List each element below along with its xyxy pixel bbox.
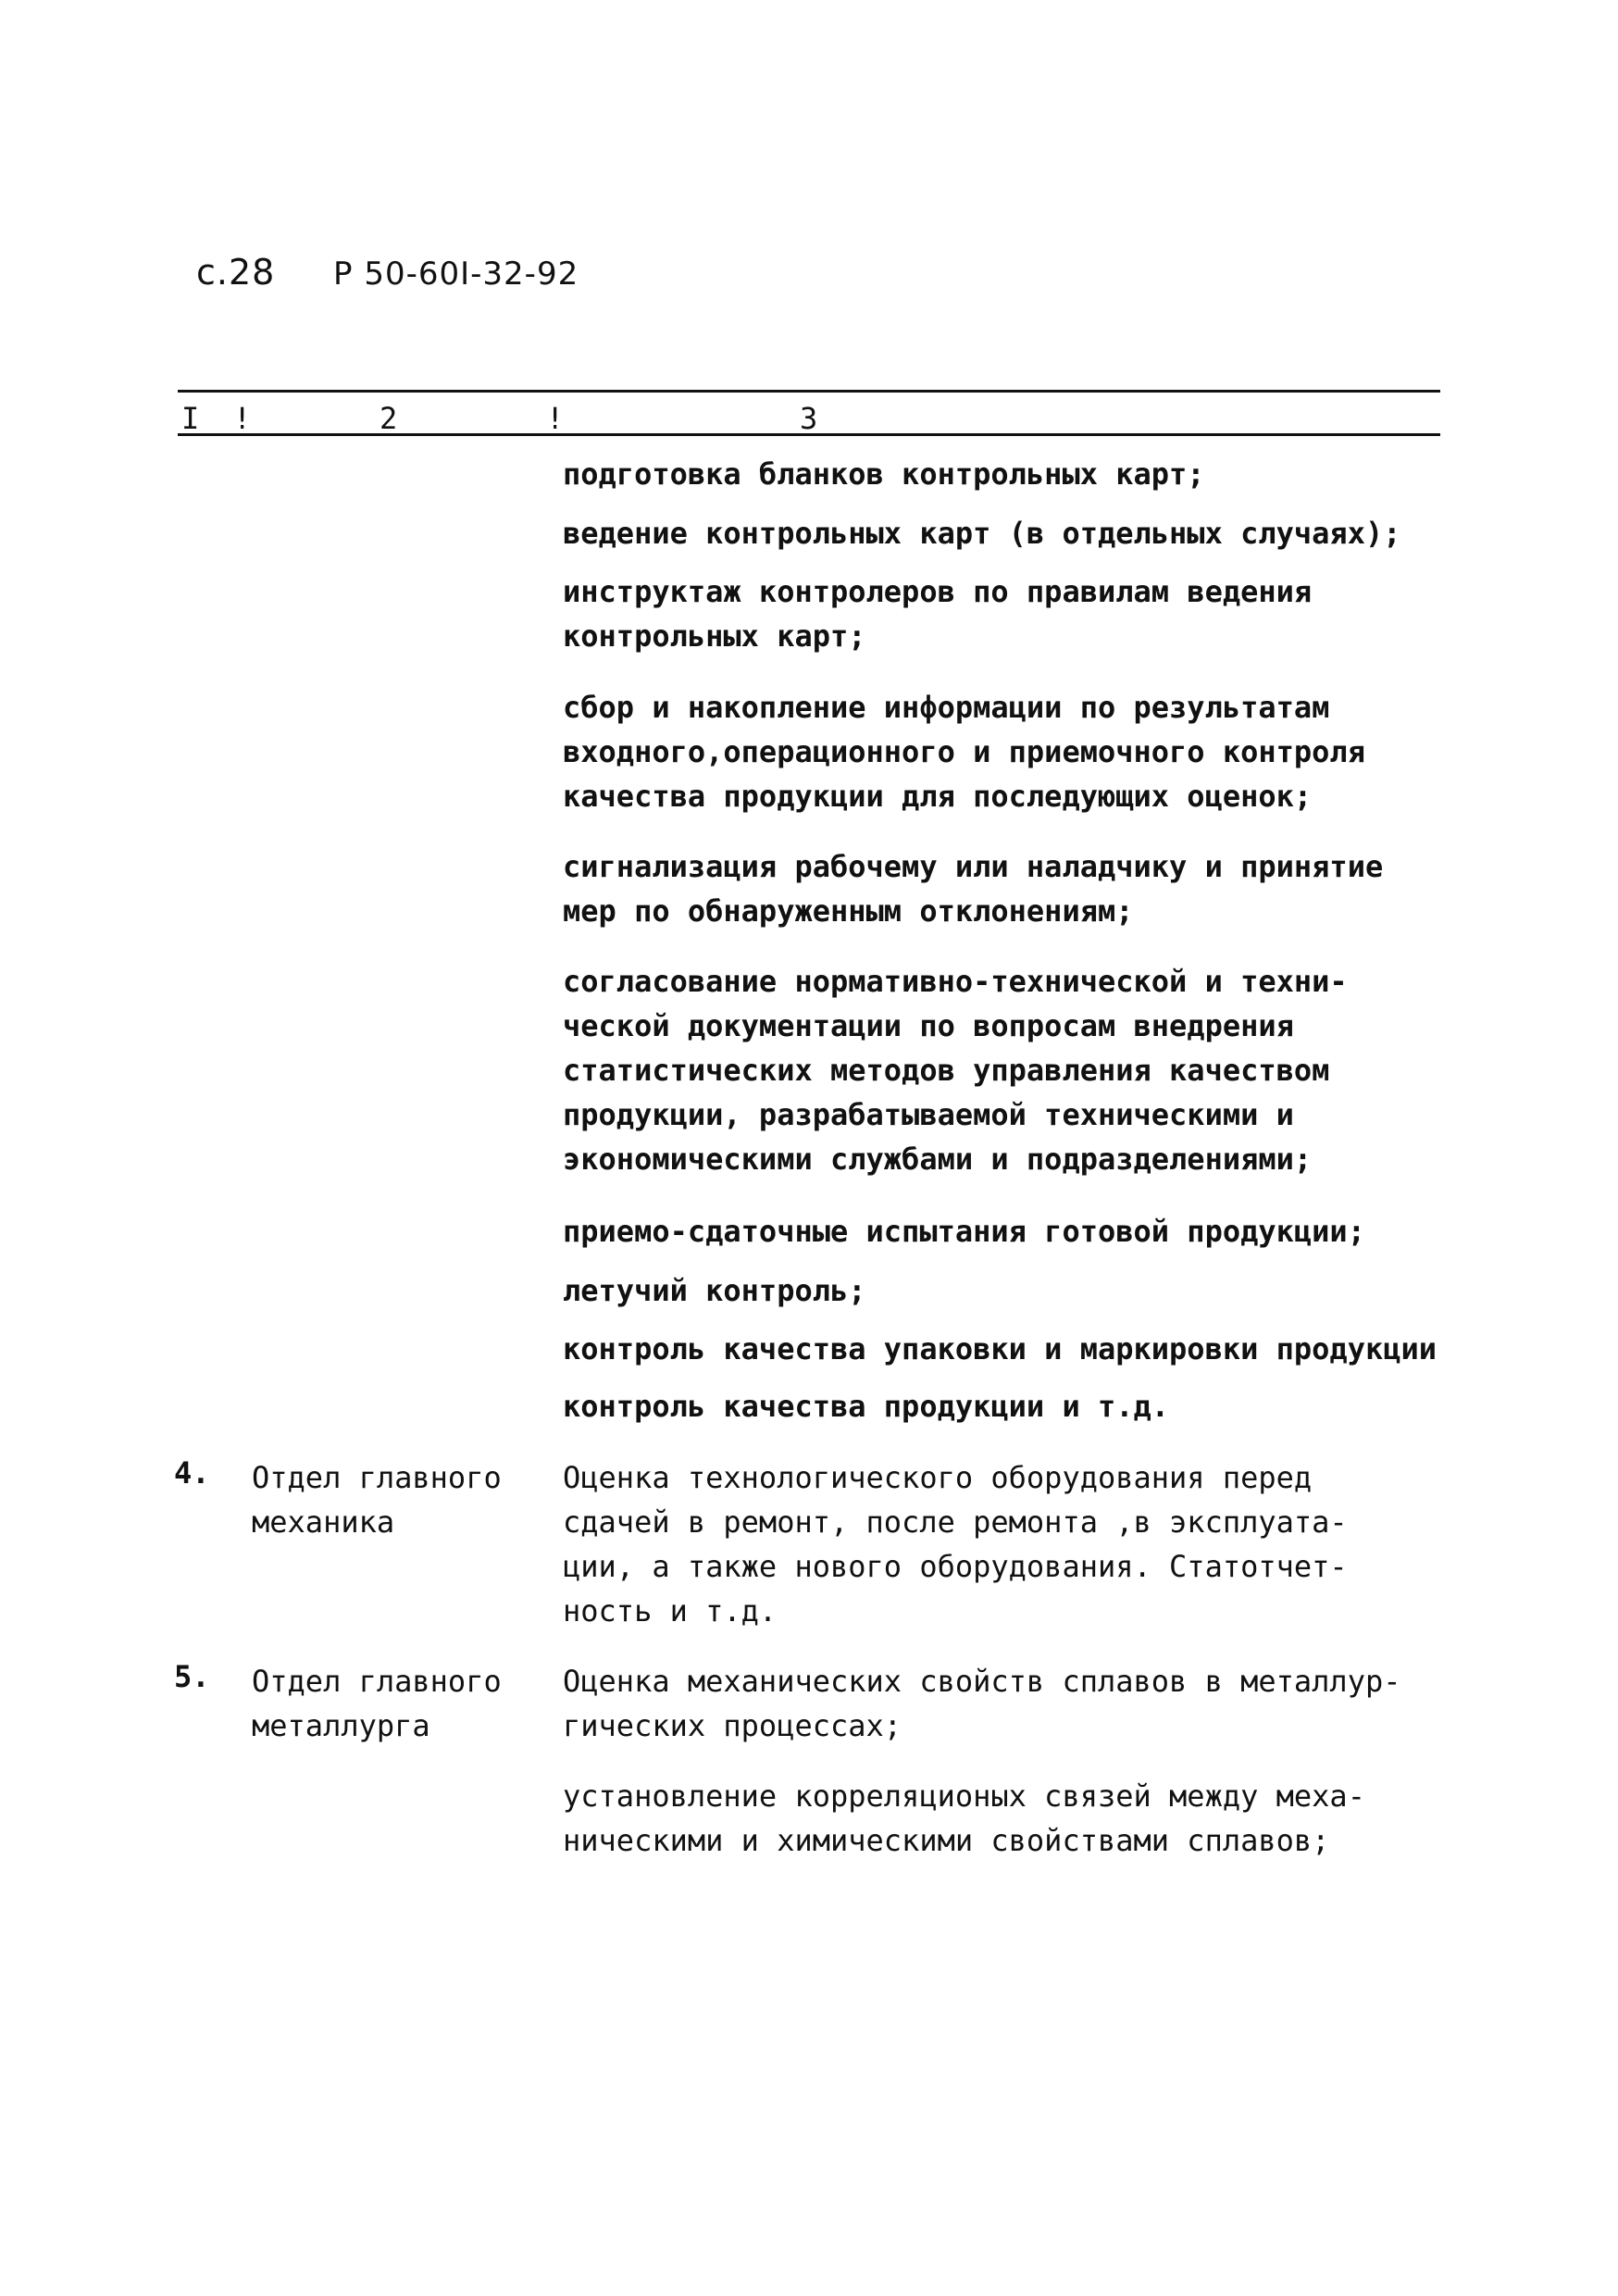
text-line: ческой документации по вопросам внедрения <box>563 1008 1294 1043</box>
row-number: 4. <box>174 1455 210 1491</box>
list-item <box>563 1268 1470 1313</box>
page-number: с.28 <box>196 252 276 293</box>
text-line: контроль качества упаковки и маркировки продукции <box>563 1331 1438 1366</box>
department-name <box>252 1455 529 1544</box>
column-separator-1: ! <box>233 401 252 436</box>
text-line: ведение контрольных карт (в отдельных случаях); <box>563 516 1401 551</box>
column-header-1: I <box>181 401 200 436</box>
text-line: качества продукции для последующих оценок; <box>563 779 1313 814</box>
list-item <box>563 685 1470 818</box>
list-item <box>563 569 1470 658</box>
text-line: сбор и накопление информации по результатам <box>563 690 1330 725</box>
row-description <box>563 1659 1470 1748</box>
text-line: статистических методов управления качеством <box>563 1053 1330 1088</box>
table-header-rule <box>178 433 1440 436</box>
text-line: летучий контроль; <box>563 1273 866 1308</box>
department-name <box>252 1659 529 1748</box>
text-line: сдачей в ремонт, после ремонта ,в эксплуата- <box>563 1504 1348 1540</box>
text-line: ность и т.д. <box>563 1593 778 1628</box>
text-line: ции, а также нового оборудования. Статотчет- <box>563 1549 1348 1584</box>
text-line: металлурга <box>252 1708 430 1743</box>
row-description <box>563 1455 1470 1633</box>
text-line: контрольных карт; <box>563 618 866 654</box>
text-line: экономическими службами и подразделениями; <box>563 1142 1313 1177</box>
list-item <box>563 1384 1470 1429</box>
column-header-3: 3 <box>800 401 818 436</box>
list-item <box>563 844 1470 933</box>
text-line: Оценка механических свойств сплавов в металлур- <box>563 1664 1401 1699</box>
page-header <box>196 252 579 293</box>
text-line: установление корреляционых связей между меха- <box>563 1778 1365 1814</box>
text-line: сигнализация рабочему или наладчику и принятие <box>563 849 1384 884</box>
text-line: механика <box>252 1504 395 1540</box>
document-code: Р 50-60I-32-92 <box>333 256 579 293</box>
list-item <box>563 1327 1470 1371</box>
list-item <box>563 1209 1470 1254</box>
list-item <box>563 452 1470 496</box>
text-line: ническими и химическими свойствами сплавов; <box>563 1823 1330 1858</box>
text-line: мер по обнаруженным отклонениям; <box>563 893 1134 929</box>
text-line: подготовка бланков контрольных карт; <box>563 456 1205 492</box>
row-number: 5. <box>174 1659 210 1694</box>
text-line: согласование нормативно-технической и техни- <box>563 964 1348 999</box>
text-line: гических процессах; <box>563 1708 902 1743</box>
text-line: входного,операционного и приемочного контроля <box>563 734 1365 769</box>
text-line: Отдел главного <box>252 1460 502 1495</box>
text-line: продукции, разрабатываемой техническими и <box>563 1097 1294 1132</box>
text-line: приемо-сдаточные испытания готовой продукции; <box>563 1214 1365 1249</box>
column-header-2: 2 <box>380 401 398 436</box>
text-line: Отдел главного <box>252 1664 502 1699</box>
list-item <box>563 959 1470 1181</box>
row-description-continued <box>563 1774 1470 1863</box>
text-line: Оценка технологического оборудования перед <box>563 1460 1313 1495</box>
column-separator-2: ! <box>546 401 565 436</box>
text-line: контроль качества продукции и т.д. <box>563 1389 1170 1424</box>
table-top-rule <box>178 390 1440 393</box>
list-item <box>563 511 1470 555</box>
text-line: инструктаж контролеров по правилам ведения <box>563 574 1313 609</box>
